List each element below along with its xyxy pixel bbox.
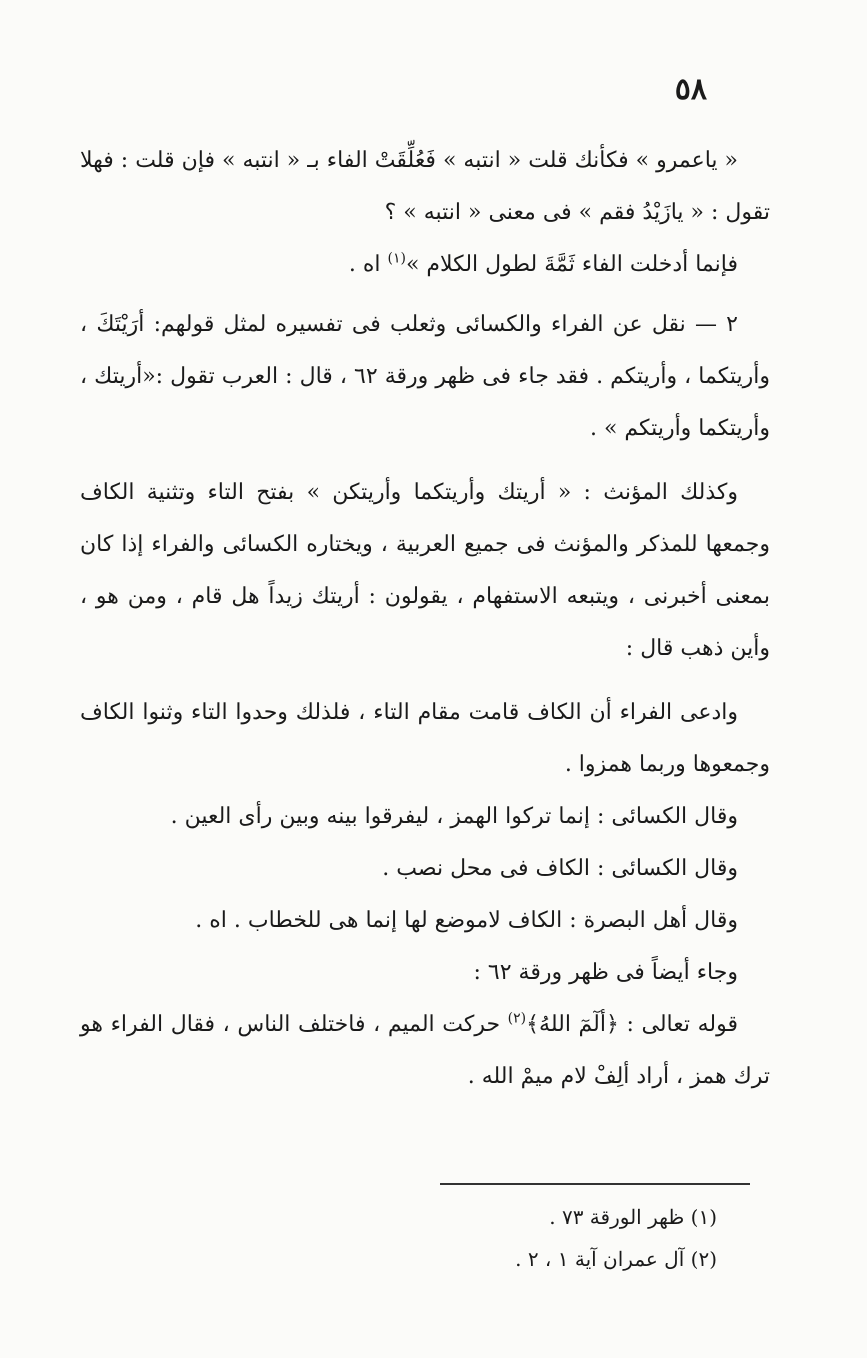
paragraph-5: وادعى الفراء أن الكاف قامت مقام التاء ، فلذلك وحدوا التاء وثنوا الكاف وجمعوها وربما همزوا . — [80, 700, 770, 777]
paragraph-1: « ياعمرو » فكأنك قلت « انتبه » فَعُلِّقَتْ الفاء بـ « انتبه » فإن قلت : فهلا تقول : « يازَيْدُ فقم » فى معنى « انتبه » ؟ — [80, 148, 770, 225]
quran-quote: قوله تعالى : ﴿ألٓمٓ اللهُ﴾ — [526, 1012, 738, 1037]
paragraph-10-text: حركت الميم ، فاختلف الناس ، فقال الفراء هو ترك همز ، أراد ألِفْ لام ميمْ الله . — [80, 1012, 770, 1089]
main-text — [80, 135, 770, 1103]
footnote-ref-1: (١) — [387, 250, 406, 267]
paragraph-7: وقال الكسائى : الكاف فى محل نصب . — [382, 856, 738, 881]
paragraph-10 — [80, 999, 770, 1103]
footnote-divider — [440, 1183, 750, 1185]
paragraph-3: ٢ — نقل عن الفراء والكسائى وثعلب فى تفسيره لمثل قولهم: أرَيْتَكَ ، وأريتكما ، وأريتكم . فقد جاء فى ظهر ورقة ٦٢ ، قال : العرب تقول :«أريتك ، وأريتكما وأريتكم » . — [80, 312, 770, 441]
paragraph-9: وجاء أيضاً فى ظهر ورقة ٦٢ : — [473, 960, 738, 985]
footnotes — [397, 1196, 717, 1280]
paragraph-2-end: اه . — [348, 252, 381, 277]
paragraph-2 — [80, 239, 770, 291]
paragraph-2-text: فإنما أدخلت الفاء ثَمَّةَ لطول الكلام » — [405, 252, 738, 277]
paragraph-8: وقال أهل البصرة : الكاف لاموضع لها إنما هى للخطاب . اه . — [195, 908, 738, 933]
paragraph-6: وقال الكسائى : إنما تركوا الهمز ، ليفرقوا بينه وبين رأى العين . — [170, 804, 738, 829]
footnote-ref-2: (٢) — [507, 1010, 527, 1027]
footnote-2: (٢) آل عمران آية ١ ، ٢ . — [515, 1247, 717, 1271]
paragraph-4: وكذلك المؤنث : « أريتك وأريتكما وأريتكن » بفتح التاء وتثنية الكاف وجمعها للمذكر والمؤنث فى جميع العربية ، ويختاره الكسائى والفراء إذا كان بمعنى أخبرنى ، ويتبعه الاستفهام ، يقولون : أريتك زيداً هل قام ، ومن هو ، وأين ذهب قال : — [80, 480, 770, 661]
page-number: ٥٨ — [674, 72, 707, 107]
footnote-1: (١) ظهر الورقة ٧٣ . — [549, 1205, 717, 1229]
